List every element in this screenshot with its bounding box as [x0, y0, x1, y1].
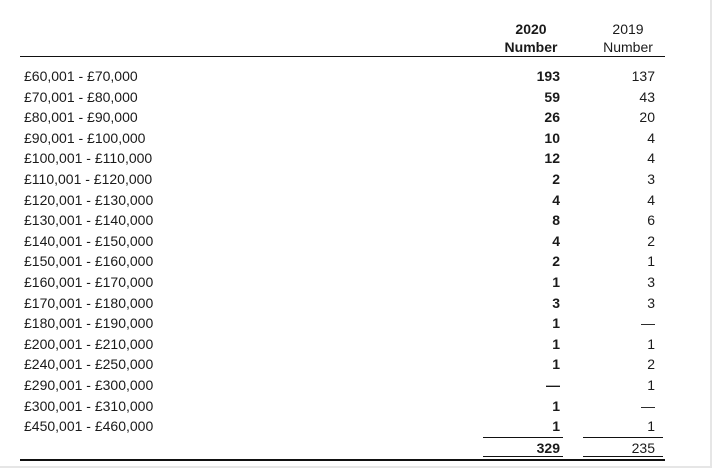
- count-2020: 4: [552, 232, 560, 249]
- salary-band-label: £170,001 - £180,000: [24, 294, 154, 311]
- salary-band-label: £290,001 - £300,000: [24, 376, 154, 393]
- column-header-2020-label: Number: [504, 39, 558, 55]
- count-2019: 1: [647, 376, 655, 393]
- salary-band-label: £200,001 - £210,000: [24, 335, 154, 352]
- column-header-2019-label: Number: [603, 39, 653, 55]
- table-row: [0, 251, 718, 272]
- count-2019: 137: [631, 68, 655, 84]
- table-row: [0, 66, 718, 87]
- count-2020: 3: [552, 294, 560, 311]
- table-row: [0, 334, 718, 355]
- table-row: [0, 375, 718, 396]
- total-2019: 235: [631, 440, 655, 456]
- count-2019: 20: [639, 109, 655, 126]
- total-rule-2020: [483, 437, 563, 438]
- table-row: [0, 416, 718, 437]
- count-2020: 1: [552, 315, 560, 332]
- salary-band-label: £140,001 - £150,000: [24, 232, 154, 249]
- count-2019: 6: [647, 212, 655, 229]
- table-row: [0, 231, 718, 252]
- table-row: [0, 210, 718, 231]
- count-2020: 12: [544, 150, 560, 167]
- count-2020: 8: [552, 212, 560, 229]
- salary-band-label: £130,001 - £140,000: [24, 212, 154, 229]
- salary-band-label: £110,001 - £120,000: [24, 170, 153, 187]
- header-divider: [20, 56, 665, 57]
- count-2020: 10: [544, 129, 560, 146]
- count-2020: 1: [552, 356, 560, 373]
- table-row: [0, 313, 718, 334]
- count-2020: 4: [552, 191, 560, 208]
- count-2020: 1: [552, 273, 560, 290]
- salary-band-label: £120,001 - £130,000: [24, 191, 154, 208]
- count-2020: 2: [552, 253, 560, 270]
- count-2020: —: [546, 376, 560, 393]
- table-row: [0, 128, 718, 149]
- count-2020: 59: [544, 88, 560, 105]
- salary-band-label: £300,001 - £310,000: [24, 397, 154, 414]
- table-row: [0, 190, 718, 211]
- count-2020: 1: [552, 397, 560, 414]
- count-2020: 193: [536, 68, 560, 84]
- table-bottom-rule: [20, 459, 665, 461]
- count-2019: 2: [647, 232, 655, 249]
- salary-band-label: £80,001 - £90,000: [24, 109, 138, 126]
- table-row: [0, 148, 718, 169]
- table-row: [0, 107, 718, 128]
- column-header-2020: [493, 20, 569, 56]
- total-double-rule-2020: [483, 456, 563, 457]
- total-double-rule-2019: [583, 456, 663, 457]
- count-2020: 1: [552, 418, 560, 435]
- salary-band-label: £450,001 - £460,000: [24, 418, 154, 435]
- table-row: [0, 87, 718, 108]
- count-2019: 43: [639, 88, 655, 105]
- salary-band-label: £70,001 - £80,000: [24, 88, 138, 105]
- column-header-2019: [590, 20, 666, 56]
- count-2019: 4: [647, 129, 655, 146]
- count-2019: 4: [647, 150, 655, 167]
- count-2019: 4: [647, 191, 655, 208]
- count-2019: 2: [647, 356, 655, 373]
- table-row: [0, 396, 718, 417]
- count-2019: 3: [647, 273, 655, 290]
- salary-band-label: £60,001 - £70,000: [24, 68, 138, 84]
- salary-band-label: £180,001 - £190,000: [24, 315, 154, 332]
- salary-band-label: £150,001 - £160,000: [24, 253, 154, 270]
- count-2019: —: [641, 397, 655, 414]
- count-2019: 1: [647, 418, 655, 435]
- count-2019: 1: [647, 253, 655, 270]
- column-header-2019-year: 2019: [612, 21, 644, 37]
- salary-band-table: [0, 66, 718, 437]
- table-row: [0, 293, 718, 314]
- salary-band-label: £100,001 - £110,000: [24, 150, 153, 167]
- table-row: [0, 272, 718, 293]
- count-2019: 3: [647, 170, 655, 187]
- table-row: [0, 169, 718, 190]
- salary-band-label: £90,001 - £100,000: [24, 129, 146, 146]
- total-rule-2019: [583, 437, 663, 438]
- count-2019: 3: [647, 294, 655, 311]
- total-2020: 329: [536, 440, 560, 456]
- column-header-2020-year: 2020: [515, 21, 547, 37]
- salary-band-label: £240,001 - £250,000: [24, 356, 154, 373]
- count-2020: 2: [552, 170, 560, 187]
- count-2020: 26: [544, 109, 560, 126]
- count-2020: 1: [552, 335, 560, 352]
- salary-band-label: £160,001 - £170,000: [24, 273, 154, 290]
- count-2019: —: [641, 315, 655, 332]
- count-2019: 1: [647, 335, 655, 352]
- table-row: [0, 354, 718, 375]
